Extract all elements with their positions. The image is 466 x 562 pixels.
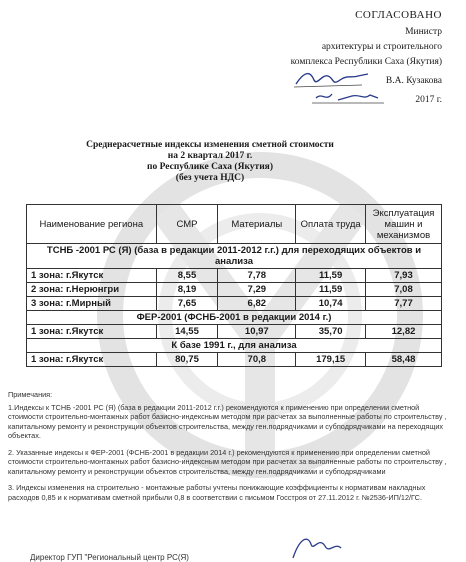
cell-smr: 80,75 — [156, 353, 218, 367]
section-row — [27, 339, 442, 353]
approval-line: Министр — [405, 27, 442, 37]
header-smr: СМР — [156, 205, 218, 244]
date-line — [252, 90, 442, 108]
section-title: ФЕР-2001 (ФСНБ-2001 в редакции 2014 г.) — [27, 311, 442, 325]
handwritten-date — [312, 86, 392, 108]
header-machines: Эксплуатация машин и механизмов — [366, 205, 442, 244]
cell-materials: 70,8 — [218, 353, 296, 367]
note-item: 1.Индексы к ТСНБ -2001 РС (Я) (база в редакции 2011-2012 г.г.) рекомендуются к применению при определении сметной стоимости строительно-монтажных работ базисно-индексным методом при расчетах за выполненные работы по строительству , капитальному ремонту и реконструкции объектов строительства, между ген.подрядчиками и субподрядчиками на переходящих объектах. — [8, 402, 447, 440]
cell-labor: 179,15 — [296, 353, 366, 367]
note-item: 2. Указанные индексы к ФЕР-2001 (ФСНБ-2001 в редакции 2014 г.) рекомендуются к применению при определении сметной стоимости строительно-монтажных работ базисно-индексным методом при расчетах за выполненные работы по строительству , капитальному ремонту и реконструкции объектов строительства, между ген.подрядчиками и субподрядчиками — [8, 447, 447, 476]
table-header-row — [27, 205, 442, 244]
section-row — [27, 311, 442, 325]
cell-smr: 8,55 — [156, 269, 218, 283]
section-title: К базе 1991 г., для анализа — [27, 339, 442, 353]
approval-block — [252, 8, 442, 108]
cell-labor: 11,59 — [296, 269, 366, 283]
cell-materials: 10,97 — [218, 325, 296, 339]
signatory-name: В.А. Кузакова — [385, 76, 442, 86]
cell-labor: 35,70 — [296, 325, 366, 339]
cell-materials: 6,82 — [218, 297, 296, 311]
cell-region: 2 зона: г.Нерюнгри — [27, 283, 157, 297]
cell-region: 1 зона: г.Якутск — [27, 325, 157, 339]
cell-smr: 8,19 — [156, 283, 218, 297]
cell-machines: 7,77 — [366, 297, 442, 311]
notes-block — [8, 390, 448, 509]
footer-text: Директор ГУП "Региональный центр РС(Я) — [30, 553, 189, 562]
section-row — [27, 244, 442, 269]
table-row — [27, 353, 442, 367]
heading-line: (без учета НДС) — [175, 173, 245, 183]
header-region: Наименование региона — [27, 205, 157, 244]
cell-smr: 7,65 — [156, 297, 218, 311]
cell-smr: 14,55 — [156, 325, 218, 339]
cell-materials: 7,29 — [218, 283, 296, 297]
cell-region: 3 зона: г.Мирный — [27, 297, 157, 311]
index-table — [26, 204, 442, 367]
cell-machines: 58,48 — [366, 353, 442, 367]
note-item: 3. Индексы изменения на строительно - монтажные работы учтены понижающие коэффициенты к нормативам накладных расходов 0,85 и к нормативам сметной прибыли 0,8 в соответствии с письмом Госстроя от 27.11.2012 г. №2536-ИП/12/ГС. — [8, 483, 426, 502]
notes-label: Примечания: — [8, 390, 53, 399]
heading-line: по Республике Саха (Якутия) — [147, 162, 273, 172]
table-row — [27, 269, 442, 283]
cell-region: 1 зона: г.Якутск — [27, 353, 157, 367]
table-row — [27, 283, 442, 297]
cell-labor: 11,59 — [296, 283, 366, 297]
cell-machines: 7,08 — [366, 283, 442, 297]
cell-machines: 12,82 — [366, 325, 442, 339]
approval-year: 2017 г. — [415, 95, 442, 105]
header-materials: Материалы — [218, 205, 296, 244]
heading-line: на 2 квартал 2017 г. — [167, 151, 253, 161]
table-row — [27, 297, 442, 311]
document-heading — [60, 140, 360, 184]
heading-line: Среднерасчетные индексы изменения сметной стоимости — [86, 140, 334, 150]
cell-labor: 10,74 — [296, 297, 366, 311]
director-signature — [285, 530, 345, 562]
cell-materials: 7,78 — [218, 269, 296, 283]
approval-line: архитектуры и строительного — [321, 42, 442, 52]
header-labor: Оплата труда — [296, 205, 366, 244]
approval-title: СОГЛАСОВАНО — [355, 9, 442, 21]
cell-region: 1 зона: г.Якутск — [27, 269, 157, 283]
section-title: ТСНБ -2001 РС (Я) (база в редакции 2011-2012 г.г.) для переходящих объектов и анализа — [27, 244, 442, 269]
cell-machines: 7,93 — [366, 269, 442, 283]
approval-line: комплекса Республики Саха (Якутия) — [290, 57, 442, 67]
table-row — [27, 325, 442, 339]
